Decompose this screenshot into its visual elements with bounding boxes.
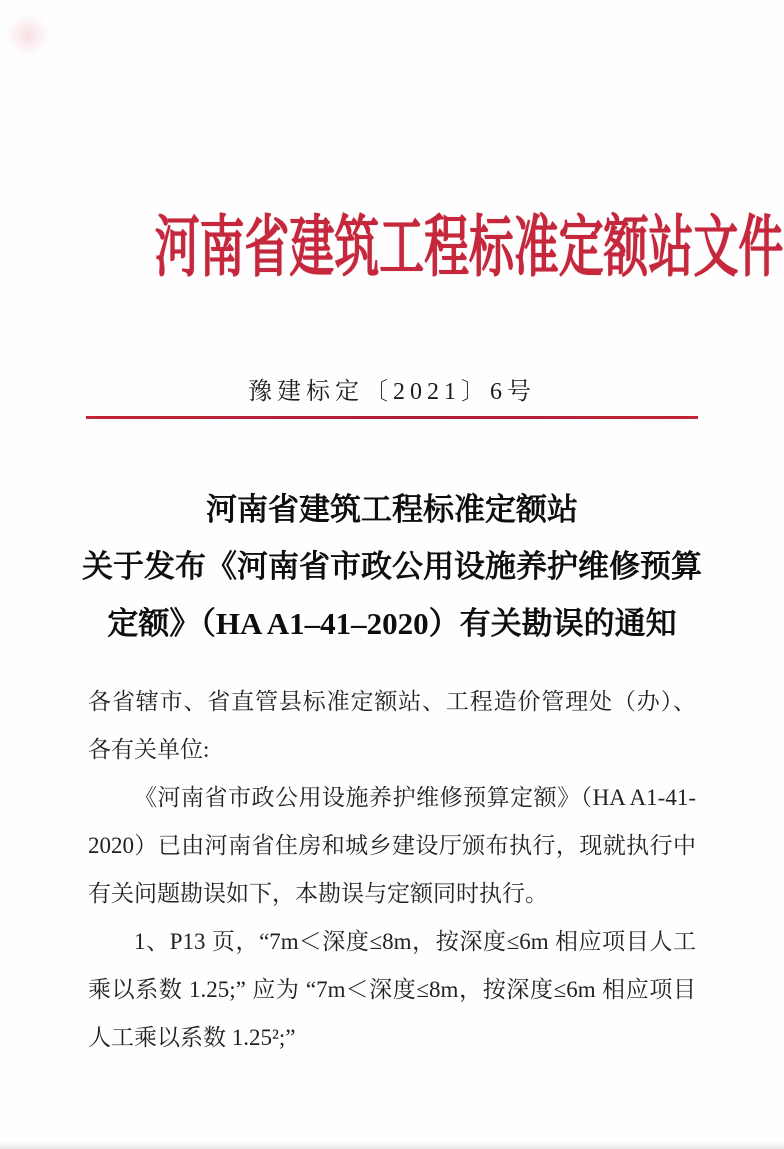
body-paragraph-2: 1、P13 页，“7m＜深度≤8m，按深度≤6m 相应项目人工乘以系数 1.25;” 应为 “7m＜深度≤8m，按深度≤6m 相应项目人工乘以系数 1.25²;” <box>88 929 696 1050</box>
document-number: 豫建标定〔2021〕6号 <box>248 379 536 405</box>
scan-bottom-edge <box>0 1141 784 1149</box>
masthead-title-row <box>0 211 784 285</box>
salutation: 各省辖市、省直管县标准定额站、工程造价管理处（办）、各有关单位: <box>88 689 696 762</box>
red-divider-rule <box>86 416 698 419</box>
notice-title-line-3: 定额》（HA A1–41–2020）有关勘误的通知 <box>107 606 677 641</box>
notice-title <box>0 481 784 652</box>
document-body <box>88 678 696 1062</box>
masthead-title: 河南省建筑工程标准定额站文件 <box>154 211 784 285</box>
body-paragraph-1: 《河南省市政公用设施养护维修预算定额》（HA A1-41-2020）已由河南省住房和城乡建设厅颁布执行，现就执行中有关问题勘误如下，本勘误与定额同时执行。 <box>88 785 696 906</box>
masthead <box>0 0 784 419</box>
notice-title-line-1: 河南省建筑工程标准定额站 <box>206 492 578 527</box>
notice-title-line-2: 关于发布《河南省市政公用设施养护维修预算 <box>82 549 702 584</box>
